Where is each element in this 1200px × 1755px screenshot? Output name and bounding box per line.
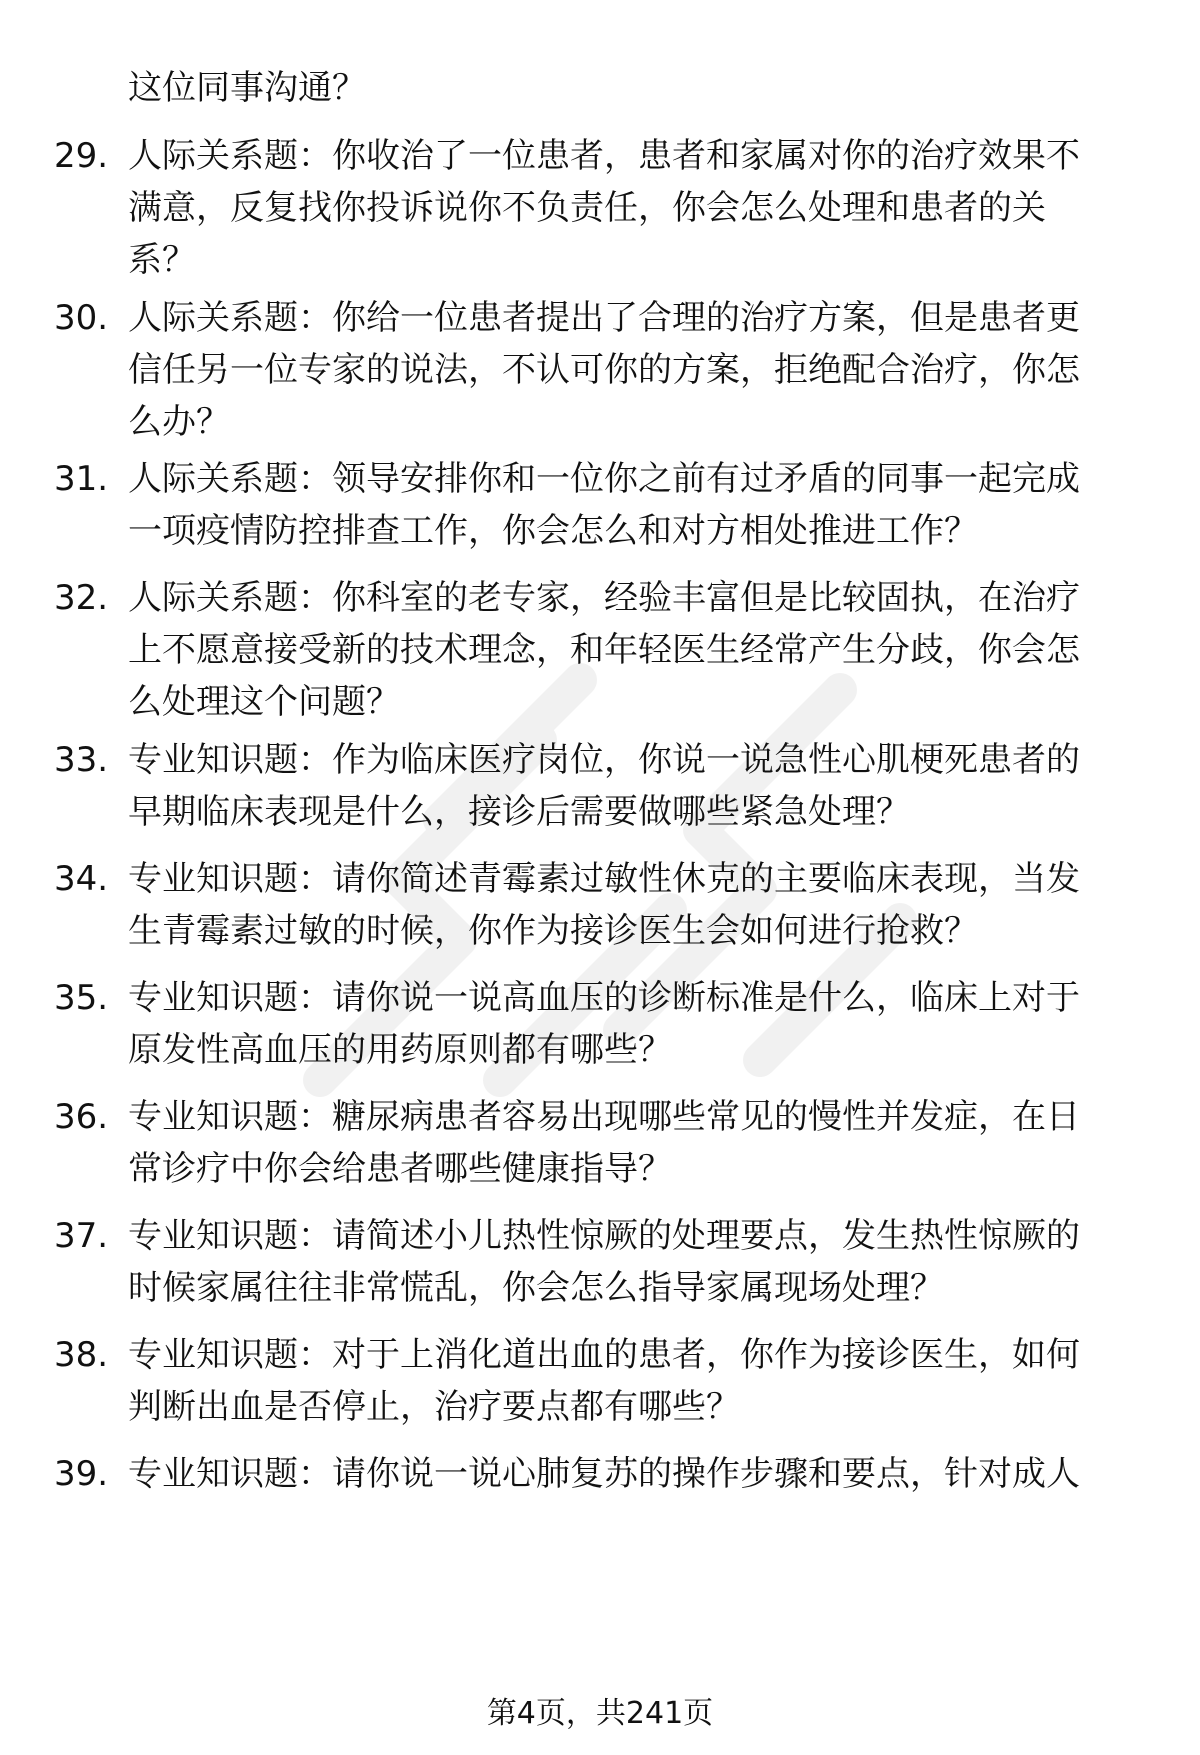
question-text: 专业知识题：请你说一说高血压的诊断标准是什么，临床上对于 原发性高血压的用药原则都有哪些？ xyxy=(128,978,1080,1070)
question-number: 34. xyxy=(54,859,109,899)
question-text: 专业知识题：请简述小儿热性惊厥的处理要点，发生热性惊厥的 时候家属往往非常慌乱，你会怎么指导家属现场处理？ xyxy=(128,1216,1080,1308)
question-text: 人际关系题：你给一位患者提出了合理的治疗方案，但是患者更 信任另一位专家的说法，不认可你的方案，拒绝配合治疗，你怎 么办？ xyxy=(128,298,1080,442)
question-number: 35. xyxy=(54,978,109,1018)
question-number: 38. xyxy=(54,1335,109,1375)
question-number: 29. xyxy=(54,136,109,176)
question-text: 专业知识题：对于上消化道出血的患者，你作为接诊医生，如何 判断出血是否停止，治疗要点都有哪些？ xyxy=(128,1335,1080,1427)
question-text: 专业知识题：请你说一说心肺复苏的操作步骤和要点，针对成人 xyxy=(128,1454,1080,1494)
question-text: 专业知识题：请你简述青霉素过敏性休克的主要临床表现，当发 生青霉素过敏的时候，你作为接诊医生会如何进行抢救？ xyxy=(128,859,1080,951)
question-number: 32. xyxy=(54,578,109,618)
question-text: 专业知识题：作为临床医疗岗位，你说一说急性心肌梗死患者的 早期临床表现是什么，接诊后需要做哪些紧急处理？ xyxy=(128,740,1080,832)
question-text: 专业知识题：糖尿病患者容易出现哪些常见的慢性并发症，在日 常诊疗中你会给患者哪些健康指导？ xyxy=(128,1097,1080,1189)
question-text: 人际关系题：你科室的老专家，经验丰富但是比较固执，在治疗 上不愿意接受新的技术理念，和年轻医生经常产生分歧，你会怎 么处理这个问题？ xyxy=(128,578,1080,722)
question-text: 人际关系题：领导安排你和一位你之前有过矛盾的同事一起完成 一项疫情防控排查工作，你会怎么和对方相处推进工作？ xyxy=(128,459,1080,551)
question-number: 33. xyxy=(54,740,109,780)
question-number: 36. xyxy=(54,1097,109,1137)
question-number: 39. xyxy=(54,1454,109,1494)
question-number: 30. xyxy=(54,298,109,338)
continuation-text: 这位同事沟通？ xyxy=(128,68,366,108)
question-number: 37. xyxy=(54,1216,109,1256)
page-footer: 第4页，共241页 xyxy=(486,1696,714,1731)
question-text: 人际关系题：你收治了一位患者，患者和家属对你的治疗效果不 满意，反复找你投诉说你不负责任，你会怎么处理和患者的关 系？ xyxy=(128,136,1080,280)
question-number: 31. xyxy=(54,459,109,499)
